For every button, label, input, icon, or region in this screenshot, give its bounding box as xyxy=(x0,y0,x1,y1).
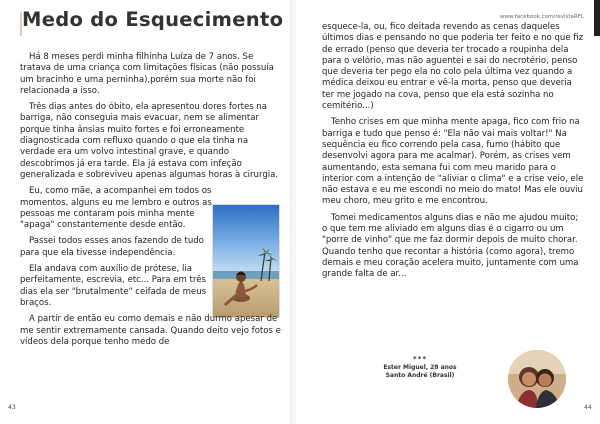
left-column-text xyxy=(20,52,282,353)
right-column-text xyxy=(322,22,584,286)
article-title: Medo do Esquecimento xyxy=(22,8,284,31)
paragraph: Há 8 meses perdi minha filhinha Luíza de 7 anos. Se tratava de uma criança com limitações físicas (não possuía um bracinho e uma perninha),porém sua morte não foi relacionada a isso. xyxy=(20,52,274,96)
corner-tab xyxy=(594,0,600,36)
paragraph: esquece-la, ou, fico deitada revendo as cenas daqueles últimos dias e pensando no que poderia ter feito e no que fiz de errado (penso que deveria ter trocado a roupinha dela para o velório, mas não aguentei e sai do necrotério, penso que deveria ter pego ela no colo pela última vez quando a médica deixou eu entrar e vê-la morta, penso que deveria ter me jogado na cova, penso que ela está sozinha no cemitério...) xyxy=(322,22,584,112)
author-avatar xyxy=(508,350,566,408)
page-number-right: 44 xyxy=(584,404,592,411)
paragraph: Tomei medicamentos alguns dias e não me ajudou muito; o que tem me aliviado em alguns dias é o cigarro ou um "porre de vinho" que me faz dormir depois de muito chorar. Quando tenho que recontar a história (como agora), tremo demais e meu coração acelera muito, juntamente com uma grande falta de ar... xyxy=(322,212,579,280)
left-page xyxy=(0,0,292,424)
author-name: Ester Miguel, 28 anos xyxy=(383,363,457,371)
signature-stars: *** xyxy=(413,355,427,363)
paragraph: Tenho crises em que minha mente apaga, fico com frio na barriga e tudo que penso é: "Ela não vai mais voltar!" Na sequência eu fico correndo pela casa, fumo (hábito que desenvolvi agora para me acalmar). Porém, as crises vem aumentando, esta semana fui com meu marido para o interior com a intenção de "aliviar o clima" e a crise veio, ele não estava e eu me escondi no meio do mato! Mas ele ouviu meu choro, meu grito e me encontrou. xyxy=(322,117,584,207)
page-number-left: 43 xyxy=(8,404,16,411)
photo-wrap-space xyxy=(220,186,286,298)
avatar-illustration xyxy=(508,350,566,408)
header-url[interactable]: www.facebook.com/revistaRFL xyxy=(500,14,584,20)
paragraph: Três dias antes do óbito, ela apresentou dores fortes na barriga, não conseguia mais evacuar, nem se alimentar porque tinha ânsias muito fortes e foi erroneamente diagnosticada com refluxo quando o que ela tinha na verdade era um volvo intestinal grave, e quando descobrimos já era tarde. Ela já estava com infeção generalizada e sobreviveu apenas algumas horas à cirurgia. xyxy=(20,102,279,180)
paragraph: Passei todos esses anos fazendo de tudo para que ela tivesse independência. xyxy=(20,236,204,258)
paragraph: A partir de então eu como demais e não durmo apesar de me sentir extremamente cansada. Quando deito vejo fotos e vídeos dela porque tenho medo de xyxy=(20,314,281,347)
paragraph: Eu, como mãe, a acompanhei em todos os momentos, alguns eu me lembro e outros as pessoas me contaram pois minha mente "apaga" constantemente desde então. xyxy=(20,186,212,231)
paragraph: Ela andava com auxílio de prótese, lia perfeitamente, escrevia, etc... Para em três dias ela ser "brutalmente" ceifada de meus braços. xyxy=(20,264,207,308)
author-place: Santo André (Brasil) xyxy=(385,371,455,379)
author-signature xyxy=(360,356,480,379)
